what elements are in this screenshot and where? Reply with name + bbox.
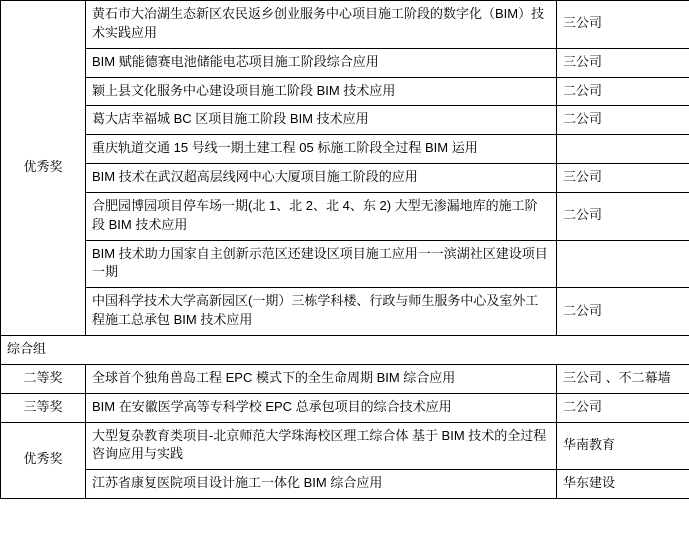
company-name: 华东建设 [557,470,689,499]
company-name: 二公司 [557,288,689,336]
award-label-third-prize: 三等奖 [1,393,86,422]
company-name: 二公司 [557,106,689,135]
company-name: 二公司 [557,393,689,422]
table-row [1,364,689,393]
company-name: 三公司 [557,164,689,193]
award-table-body [1,1,689,499]
group-header-label: 综合组 [1,335,689,364]
company-name: 三公司 、不二幕墙 [557,364,689,393]
company-name: 二公司 [557,77,689,106]
table-row [1,192,689,240]
project-name: 颖上县文化服务中心建设项目施工阶段 BIM 技术应用 [86,77,557,106]
table-row [1,393,689,422]
table-row [1,164,689,193]
project-name: 合肥园博园项目停车场一期(北 1、北 2、北 4、东 2) 大型无渗漏地库的施工阶段 BIM 技术应用 [86,192,557,240]
table-row [1,135,689,164]
company-name [557,240,689,288]
project-name: 全球首个独角兽岛工程 EPC 模式下的全生命周期 BIM 综合应用 [86,364,557,393]
company-name: 三公司 [557,48,689,77]
project-name: 黄石市大冶湖生态新区农民返乡创业服务中心项目施工阶段的数字化（BIM）技术实践应用 [86,1,557,49]
table-row [1,470,689,499]
project-name: BIM 技术助力国家自主创新示范区还建设区项目施工应用一一滨湖社区建设项目一期 [86,240,557,288]
award-label-excellence-1: 优秀奖 [1,1,86,336]
company-name: 三公司 [557,1,689,49]
table-row [1,422,689,470]
table-row [1,288,689,336]
table-row [1,48,689,77]
project-name: 重庆轨道交通 15 号线一期土建工程 05 标施工阶段全过程 BIM 运用 [86,135,557,164]
table-row [1,106,689,135]
project-name: 葛大店幸福城 BC 区项目施工阶段 BIM 技术应用 [86,106,557,135]
project-name: BIM 赋能德赛电池储能电芯项目施工阶段综合应用 [86,48,557,77]
project-name: BIM 技术在武汉超高层线网中心大厦项目施工阶段的应用 [86,164,557,193]
table-row [1,77,689,106]
project-name: 江苏省康复医院项目设计施工一体化 BIM 综合应用 [86,470,557,499]
award-label-excellence-2: 优秀奖 [1,422,86,499]
table-row [1,1,689,49]
company-name: 华南教育 [557,422,689,470]
company-name [557,135,689,164]
table-group-row [1,335,689,364]
company-name: 二公司 [557,192,689,240]
project-name: 大型复杂教育类项目-北京师范大学珠海校区理工综合体 基于 BIM 技术的全过程咨询应用与实践 [86,422,557,470]
project-name: BIM 在安徽医学高等专科学校 EPC 总承包项目的综合技术应用 [86,393,557,422]
table-row [1,240,689,288]
award-label-second-prize: 二等奖 [1,364,86,393]
project-name: 中国科学技术大学高新园区(一期）三栋学科楼、行政与师生服务中心及室外工程施工总承包 BIM 技术应用 [86,288,557,336]
